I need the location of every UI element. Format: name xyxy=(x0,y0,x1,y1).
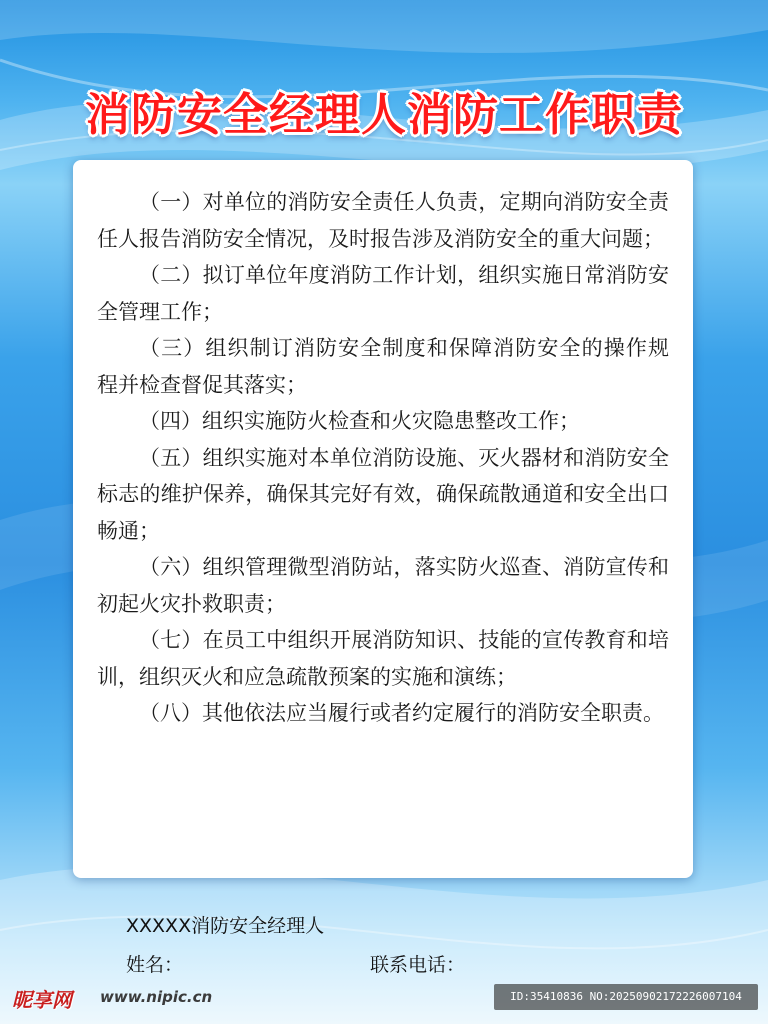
page-title: 消防安全经理人消防工作职责 xyxy=(84,88,683,141)
duty-item-2: （二）拟订单位年度消防工作计划，组织实施日常消防安全管理工作； xyxy=(97,263,669,324)
duty-item-7: （七）在员工中组织开展消防知识、技能的宣传教育和培训，组织灭火和应急疏散预案的实施和演练； xyxy=(97,628,669,689)
duties-list xyxy=(97,184,669,732)
footer-org: XXXXX消防安全经理人 xyxy=(126,915,325,937)
duty-item-4: （四）组织实施防火检查和火灾隐患整改工作； xyxy=(139,409,580,433)
name-label: 姓名： xyxy=(126,954,184,976)
watermark-id-bar: ID:35410836 NO:20250902172226007104 xyxy=(494,984,758,1010)
duty-item-5: （五）组织实施对本单位消防设施、灭火器材和消防安全标志的维护保养，确保其完好有效，确保疏散通道和安全出口畅通； xyxy=(97,445,669,543)
duty-item-1: （一）对单位的消防安全责任人负责，定期向消防安全责任人报告消防安全情况，及时报告涉及消防安全的重大问题； xyxy=(97,190,669,251)
watermark-url: www.nipic.cn xyxy=(100,988,213,1006)
watermark-brand: 昵享网 xyxy=(12,988,72,1012)
duty-item-3: （三）组织制订消防安全制度和保障消防安全的操作规 程并检查督促其落实； xyxy=(97,336,669,397)
duty-item-6: （六）组织管理微型消防站，落实防火巡查、消防宣传和初起火灾扑救职责； xyxy=(97,555,669,616)
phone-label: 联系电话： xyxy=(370,954,466,976)
duties-card xyxy=(73,160,693,878)
duty-item-8: （八）其他依法应当履行或者约定履行的消防安全职责。 xyxy=(139,701,664,725)
